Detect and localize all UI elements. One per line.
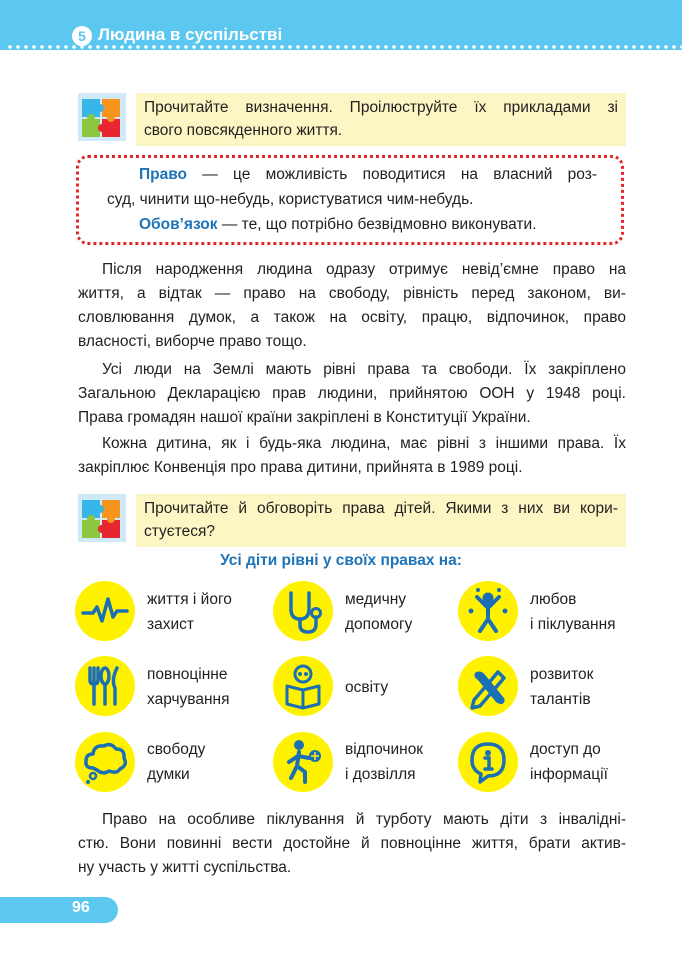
text-line: словлювання думок, а також на освіту, працю, відпочинок, право [78, 309, 626, 326]
right-label-line: допомогу [345, 616, 413, 633]
task-instruction [136, 494, 626, 547]
right-label-line: захист [147, 616, 194, 633]
paragraph-closing [78, 808, 626, 880]
right-label-line: харчування [147, 691, 230, 708]
thought-cloud-icon [75, 732, 135, 792]
text-line: життя, а відтак — право на свободу, рівність перед законом, ви- [78, 285, 626, 302]
definition-right-cont: суд, чинити що-небудь, користуватися чим-небудь. [107, 191, 474, 208]
playing-child-icon [273, 732, 333, 792]
text-line: Кожна дитина, як і будь-яка людина, має рівні з іншими права. Їх [102, 435, 626, 452]
info-icon [458, 732, 518, 792]
page-number: 96 [72, 899, 90, 916]
right-label-line: свободу [147, 741, 206, 758]
task-line: Прочитайте визначення. Проілюструйте їх прикладами зі [144, 99, 618, 116]
text-line: Права громадян нашої країни закріплені в Конституції України. [78, 409, 531, 426]
right-label-line: розвиток [530, 666, 594, 683]
puzzle-icon [78, 93, 126, 141]
task-line: свого повсякденного життя. [144, 122, 343, 139]
right-label-line: повноцінне [147, 666, 228, 683]
paragraph [78, 358, 626, 430]
right-label [147, 737, 205, 787]
task-line: стуєтеся? [144, 523, 215, 540]
text-line: стю. Вони повинні вести достойне й повноцінне життя, брати актив- [78, 835, 626, 852]
right-label [530, 662, 593, 712]
right-label-line: думки [147, 766, 190, 783]
heartbeat-icon [75, 581, 135, 641]
definition-duty-text: — те, що потрібно безвідмовно виконувати. [217, 216, 537, 233]
task-line: Прочитайте й обговоріть права дітей. Якими з них ви кори- [144, 500, 618, 517]
text-line: Право на особливе піклування й турботу мають діти з інвалідні- [102, 811, 626, 828]
page-number-tab [0, 897, 118, 923]
task-instruction [136, 93, 626, 146]
term-right: Право [139, 166, 188, 183]
paragraph [78, 258, 626, 354]
chapter-title: Людина в суспільстві [98, 25, 283, 44]
right-label-line: медичну [345, 591, 407, 608]
right-label-line: відпочинок [345, 741, 424, 758]
right-label [345, 587, 412, 637]
right-label-line: і дозвілля [345, 766, 416, 783]
right-label [530, 737, 608, 787]
text-line: закріплює Конвенція про права дитини, прийнята в 1989 році. [78, 459, 523, 476]
right-label-line: любов [530, 591, 577, 608]
text-line: Загальною Декларацією прав людини, прийнятою ООН у 1948 році. [78, 385, 626, 402]
happy-child-icon [458, 581, 518, 641]
definition-right [139, 163, 597, 187]
right-label [147, 662, 230, 712]
rights-heading: Усі діти рівні у своїх правах на: [220, 552, 462, 569]
paragraph [78, 432, 626, 480]
right-label-line: доступ до [530, 741, 601, 758]
right-label [345, 675, 388, 700]
text-line: власності, виборче право тощо. [78, 333, 307, 350]
right-label-line: освіту [345, 679, 389, 696]
chapter-number-badge: 5 [72, 26, 92, 46]
right-label [345, 737, 423, 787]
text-line: Після народження людина одразу отримує невід’ємне право на [102, 261, 626, 278]
stethoscope-icon [273, 581, 333, 641]
right-label-line: життя і його [147, 591, 232, 608]
text-line: Усі люди на Землі мають рівні права та свободи. Їх закріплено [102, 361, 626, 378]
definition-right-text: — це можливість поводитися на власний роз- [187, 166, 597, 183]
definition-duty [139, 213, 537, 237]
term-duty: Обов’язок [139, 216, 218, 233]
brush-pencil-icon [458, 656, 518, 716]
right-label-line: талантів [530, 691, 591, 708]
right-label [530, 587, 616, 637]
text-line: ну участь у житті суспільства. [78, 859, 292, 876]
right-label-line: інформації [530, 766, 608, 783]
puzzle-icon [78, 494, 126, 542]
cutlery-icon [75, 656, 135, 716]
right-label-line: і піклування [530, 616, 616, 633]
reading-icon [273, 656, 333, 716]
right-label [147, 587, 232, 637]
